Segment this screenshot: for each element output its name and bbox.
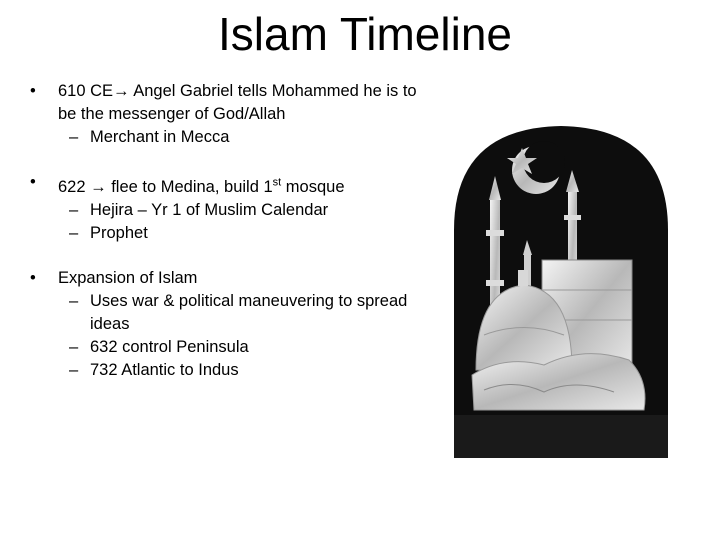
- sub-item: – Prophet: [69, 223, 148, 242]
- mosque-sculpture-image: [444, 120, 678, 458]
- bullet-item-expansion: [30, 267, 430, 382]
- sub-item: – 732 Atlantic to Indus: [69, 360, 239, 379]
- bullet-item-622: [30, 171, 430, 245]
- arrow-icon: →: [113, 82, 130, 100]
- bullet-text: 610 CE→ Angel Gabriel tells Mohammed he is to be the messenger of God/Allah: [58, 82, 417, 123]
- sub-item: – Uses war & political maneuvering to spread ideas: [69, 291, 408, 333]
- arrow-icon: →: [90, 177, 107, 196]
- bullet-dot: •: [30, 268, 36, 287]
- slide-title: Islam Timeline: [218, 8, 512, 60]
- bullet-text: 622 → flee to Medina, build 1st mosque: [58, 176, 345, 196]
- bullet-dot: •: [30, 173, 36, 191]
- sub-item: – Merchant in Mecca: [69, 128, 230, 146]
- bullet-dot: •: [30, 82, 36, 100]
- bullet-text: Expansion of Islam: [58, 268, 198, 287]
- bullet-item-610: [30, 80, 430, 149]
- sub-item: – Hejira – Yr 1 of Muslim Calendar: [69, 200, 329, 219]
- sub-item: – 632 control Peninsula: [69, 337, 249, 356]
- bullet-list: [30, 80, 430, 404]
